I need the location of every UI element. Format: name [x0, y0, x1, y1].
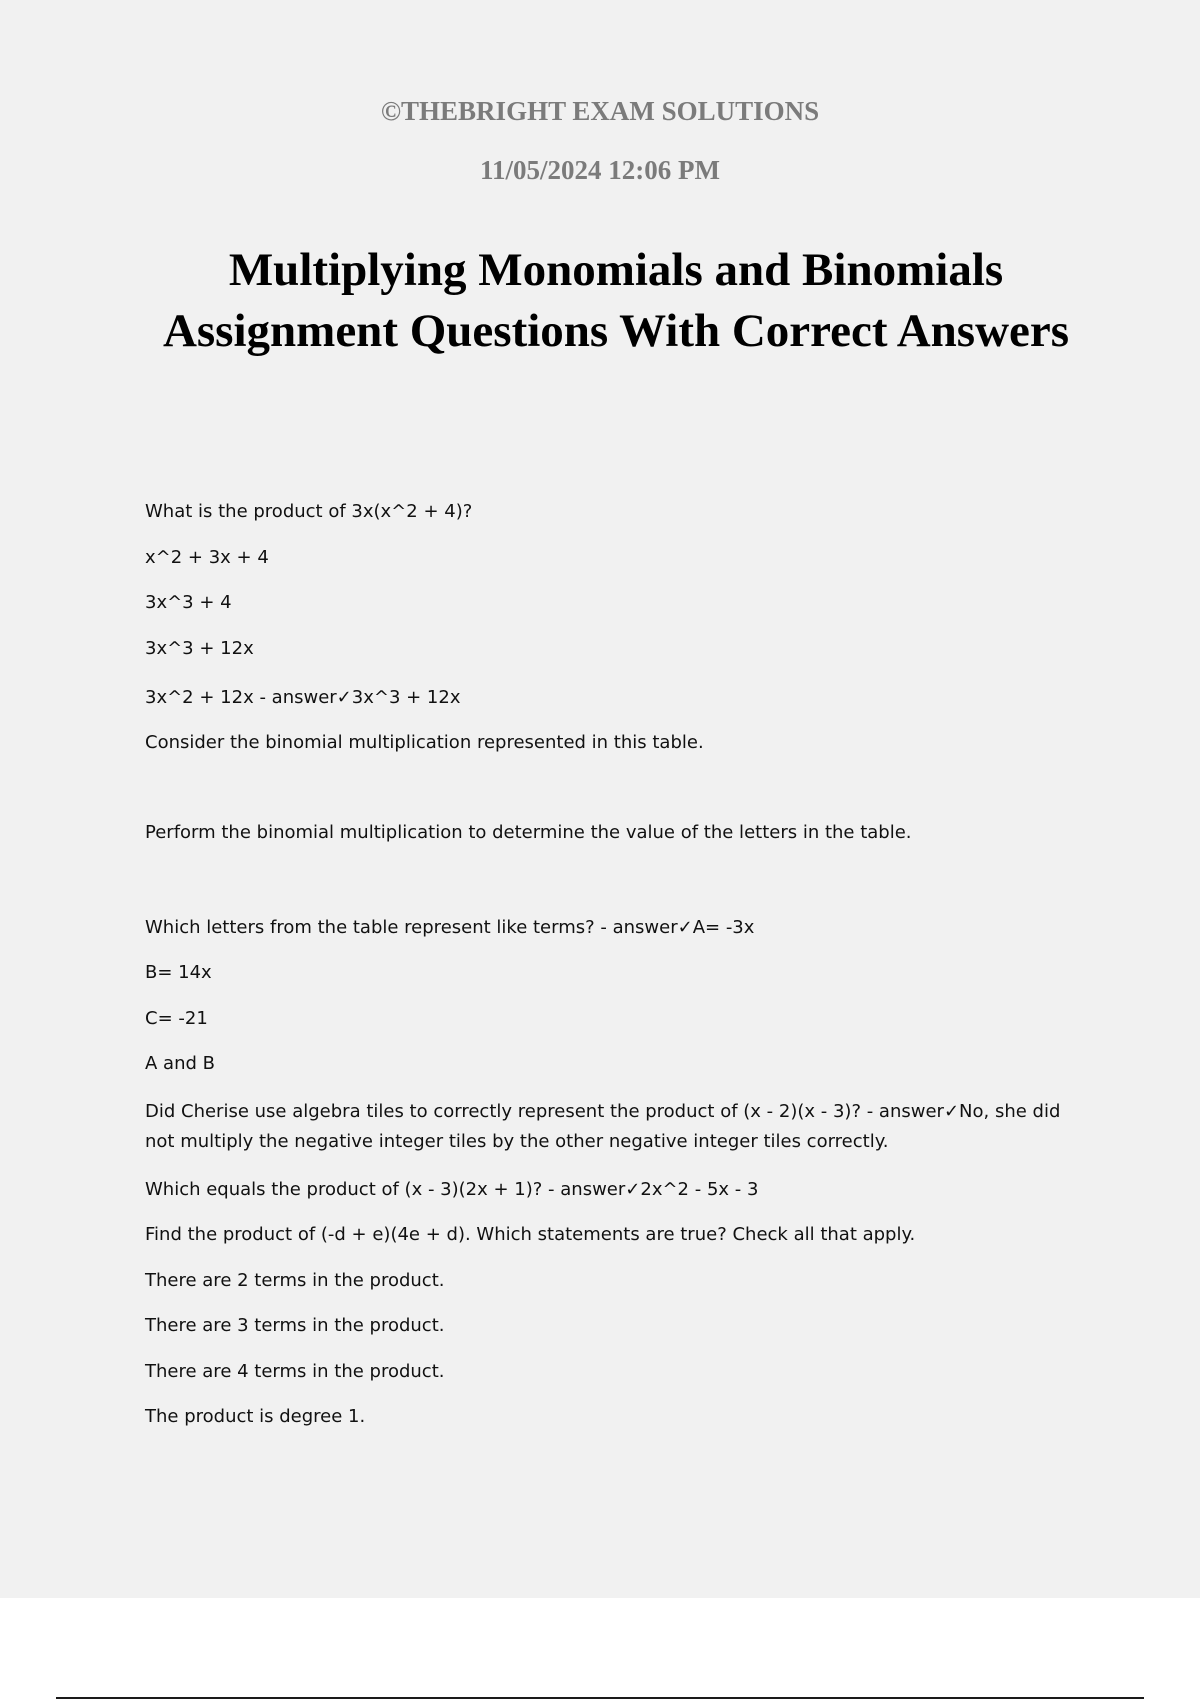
- watermark-datetime: 11/05/2024 12:06 PM: [480, 155, 720, 185]
- option-line: x^2 + 3x + 4: [145, 547, 269, 568]
- option-line: 3x^3 + 4: [145, 592, 232, 613]
- title-line-1: Multiplying Monomials and Binomials: [228, 244, 1004, 296]
- document-title: [0, 240, 1200, 362]
- question-line: Consider the binomial multiplication represented in this table.: [145, 732, 704, 753]
- option-line: The product is degree 1.: [145, 1406, 366, 1427]
- title-line-2: Assignment Questions With Correct Answers: [162, 305, 1070, 357]
- option-line: There are 2 terms in the product.: [145, 1270, 445, 1291]
- answer-line: Which equals the product of (x - 3)(2x + 1)? - answer✓2x^2 - 5x - 3: [145, 1179, 759, 1200]
- answer-line: Did Cherise use algebra tiles to correctly represent the product of (x - 2)(x - 3)? - answer✓No, she did not multiply the negative integer tiles by the other negative integer tiles correctly.: [145, 1101, 1061, 1152]
- option-line: 3x^3 + 12x: [145, 638, 254, 659]
- option-line: There are 3 terms in the product.: [145, 1315, 445, 1336]
- question-line: What is the product of 3x(x^2 + 4)?: [145, 501, 473, 522]
- question-line: Perform the binomial multiplication to determine the value of the letters in the table.: [145, 822, 912, 843]
- option-line: There are 4 terms in the product.: [145, 1361, 445, 1382]
- page-divider: [56, 1697, 1144, 1699]
- option-line: B= 14x: [145, 962, 212, 983]
- answer-line: Which letters from the table represent like terms? - answer✓A= -3x: [145, 917, 755, 938]
- watermark-brand: ©THEBRIGHT EXAM SOLUTIONS: [380, 96, 820, 126]
- answer-line: 3x^2 + 12x - answer✓3x^3 + 12x: [145, 687, 461, 708]
- question-line: Find the product of (-d + e)(4e + d). Which statements are true? Check all that apply.: [145, 1224, 916, 1245]
- option-line: C= -21: [145, 1008, 208, 1029]
- option-line: A and B: [145, 1053, 215, 1074]
